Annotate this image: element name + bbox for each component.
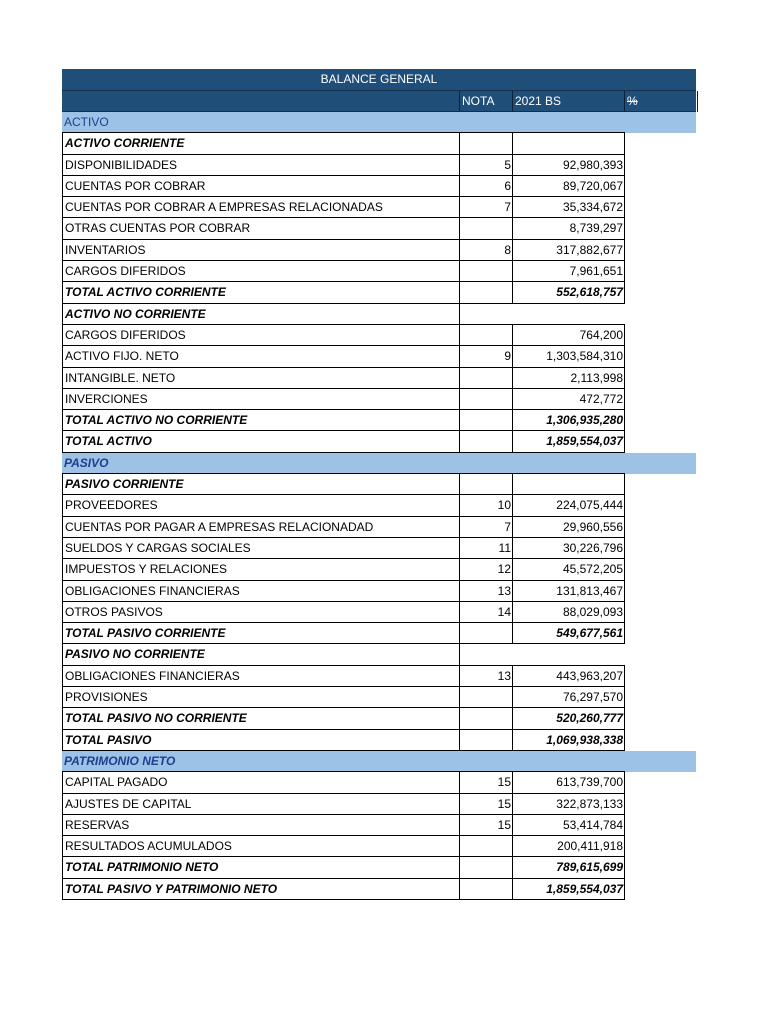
row-amount: 29,960,556 — [512, 516, 625, 538]
row-amount: 89,720,067 — [512, 175, 625, 197]
row-nota — [459, 835, 513, 857]
row-nota — [459, 729, 513, 751]
total-row — [62, 431, 696, 452]
total-row — [62, 623, 696, 644]
row-amount: 549,677,561 — [512, 622, 625, 644]
row-label: TOTAL ACTIVO NO CORRIENTE — [62, 409, 460, 431]
row-nota: 15 — [459, 814, 513, 836]
row-label: OBLIGACIONES FINANCIERAS — [62, 580, 460, 602]
row-amount: 520,260,777 — [512, 707, 625, 729]
row-amount: 613,739,700 — [512, 771, 625, 793]
row-amount: 7,961,651 — [512, 260, 625, 282]
table-title — [62, 69, 696, 90]
row-nota — [459, 473, 513, 495]
row-label: AJUSTES DE CAPITAL — [62, 793, 460, 815]
row-nota: 5 — [459, 154, 513, 176]
row-nota: 7 — [459, 196, 513, 218]
row-label: CUENTAS POR COBRAR A EMPRESAS RELACIONADAS — [62, 196, 460, 218]
row-label: RESERVAS — [62, 814, 460, 836]
row-nota — [459, 132, 513, 154]
row-nota: 12 — [459, 558, 513, 580]
row-label: TOTAL PATRIMONIO NETO — [62, 856, 460, 878]
row-nota: 13 — [459, 665, 513, 687]
row-label: ACTIVO NO CORRIENTE — [62, 303, 460, 325]
row-amount: 1,859,554,037 — [512, 878, 625, 900]
row-label: TOTAL PASIVO NO CORRIENTE — [62, 707, 460, 729]
table-row — [62, 368, 696, 389]
row-label: PROVEEDORES — [62, 494, 460, 516]
row-amount: 1,306,935,280 — [512, 409, 625, 431]
table-row — [62, 836, 696, 857]
row-label: CUENTAS POR PAGAR A EMPRESAS RELACIONADAD — [62, 516, 460, 538]
row-label: OTRAS CUENTAS POR COBRAR — [62, 217, 460, 239]
row-amount: 472,772 — [512, 388, 625, 410]
total-row — [62, 879, 696, 900]
row-nota: 10 — [459, 494, 513, 516]
row-amount: 443,963,207 — [512, 665, 625, 687]
row-amount: 552,618,757 — [512, 281, 625, 303]
row-amount — [512, 132, 625, 154]
row-label: PASIVO — [64, 455, 109, 470]
column-header-percent: % — [624, 91, 698, 112]
row-nota — [459, 260, 513, 282]
row-label: PASIVO CORRIENTE — [62, 473, 460, 495]
row-nota: 7 — [459, 516, 513, 538]
row-amount: 317,882,677 — [512, 239, 625, 261]
row-label: PATRIMONIO NETO — [64, 753, 176, 768]
row-label: CAPITAL PAGADO — [62, 771, 460, 793]
row-nota — [459, 367, 513, 389]
row-nota — [459, 281, 513, 303]
table-body — [62, 112, 696, 900]
row-label: INVENTARIOS — [62, 239, 460, 261]
row-amount: 200,411,918 — [512, 835, 625, 857]
table-row — [62, 218, 696, 239]
section-header-row — [62, 751, 696, 772]
table-row — [62, 602, 696, 623]
row-label: INVERCIONES — [62, 388, 460, 410]
row-nota — [459, 622, 513, 644]
table-row — [62, 559, 696, 580]
row-nota — [459, 324, 513, 346]
row-label: TOTAL PASIVO Y PATRIMONIO NETO — [62, 878, 460, 900]
row-nota: 8 — [459, 239, 513, 261]
row-nota — [459, 707, 513, 729]
row-amount: 88,029,093 — [512, 601, 625, 623]
table-row — [62, 495, 696, 516]
row-label: TOTAL PASIVO CORRIENTE — [62, 622, 460, 644]
row-amount: 8,739,297 — [512, 217, 625, 239]
table-row — [62, 325, 696, 346]
row-amount: 35,334,672 — [512, 196, 625, 218]
row-amount: 764,200 — [512, 324, 625, 346]
row-label: SUELDOS Y CARGAS SOCIALES — [62, 537, 460, 559]
row-nota: 11 — [459, 537, 513, 559]
table-title-text: BALANCE GENERAL — [320, 72, 438, 86]
row-amount: 1,069,938,338 — [512, 729, 625, 751]
total-row — [62, 410, 696, 431]
row-label: TOTAL ACTIVO CORRIENTE — [62, 281, 460, 303]
table-row — [62, 538, 696, 559]
row-amount: 322,873,133 — [512, 793, 625, 815]
table-row — [62, 794, 696, 815]
row-amount: 1,859,554,037 — [512, 430, 625, 452]
row-label: PROVISIONES — [62, 686, 460, 708]
column-header-row — [62, 90, 696, 112]
row-nota — [459, 388, 513, 410]
row-label: TOTAL PASIVO — [62, 729, 460, 751]
row-label: ACTIVO — [64, 115, 109, 129]
row-amount: 53,414,784 — [512, 814, 625, 836]
row-amount: 224,075,444 — [512, 494, 625, 516]
row-label: IMPUESTOS Y RELACIONES — [62, 558, 460, 580]
row-nota — [459, 430, 513, 452]
row-nota: 15 — [459, 793, 513, 815]
column-header-amount: 2021 BS — [512, 91, 625, 112]
total-row — [62, 708, 696, 729]
row-amount — [512, 473, 625, 495]
row-amount: 789,615,699 — [512, 856, 625, 878]
row-label: CARGOS DIFERIDOS — [62, 260, 460, 282]
row-label: PASIVO NO CORRIENTE — [62, 643, 460, 665]
row-nota — [459, 878, 513, 900]
row-nota: 9 — [459, 345, 513, 367]
subsection-header-row — [62, 133, 696, 154]
row-amount: 92,980,393 — [512, 154, 625, 176]
table-row — [62, 687, 696, 708]
subsection-header-row — [62, 474, 696, 495]
table-row — [62, 176, 696, 197]
section-header-row — [62, 453, 696, 474]
section-header-row — [62, 112, 696, 133]
row-nota — [459, 856, 513, 878]
row-nota — [459, 217, 513, 239]
balance-sheet-table — [62, 69, 696, 900]
row-nota: 6 — [459, 175, 513, 197]
table-row — [62, 389, 696, 410]
total-row — [62, 730, 696, 751]
row-nota: 14 — [459, 601, 513, 623]
row-amount: 131,813,467 — [512, 580, 625, 602]
table-row — [62, 772, 696, 793]
row-nota: 15 — [459, 771, 513, 793]
row-amount: 2,113,998 — [512, 367, 625, 389]
table-row — [62, 240, 696, 261]
row-label: OTROS PASIVOS — [62, 601, 460, 623]
row-label: INTANGIBLE. NETO — [62, 367, 460, 389]
subsection-header-row — [62, 644, 696, 665]
total-row — [62, 857, 696, 878]
row-amount: 30,226,796 — [512, 537, 625, 559]
row-nota: 13 — [459, 580, 513, 602]
row-amount: 45,572,205 — [512, 558, 625, 580]
table-row — [62, 197, 696, 218]
table-row — [62, 581, 696, 602]
row-label: ACTIVO CORRIENTE — [62, 132, 460, 154]
total-row — [62, 282, 696, 303]
subsection-header-row — [62, 304, 696, 325]
row-label: CARGOS DIFERIDOS — [62, 324, 460, 346]
row-label: CUENTAS POR COBRAR — [62, 175, 460, 197]
row-nota — [459, 686, 513, 708]
row-label: OBLIGACIONES FINANCIERAS — [62, 665, 460, 687]
table-row — [62, 155, 696, 176]
row-amount: 76,297,570 — [512, 686, 625, 708]
row-label: ACTIVO FIJO. NETO — [62, 345, 460, 367]
column-header-nota: NOTA — [459, 91, 512, 112]
table-row — [62, 346, 696, 367]
row-amount: 1,303,584,310 — [512, 345, 625, 367]
row-label: TOTAL ACTIVO — [62, 430, 460, 452]
row-label: RESULTADOS ACUMULADOS — [62, 835, 460, 857]
row-nota — [459, 409, 513, 431]
row-label: DISPONIBILIDADES — [62, 154, 460, 176]
table-row — [62, 517, 696, 538]
table-row — [62, 666, 696, 687]
table-row — [62, 261, 696, 282]
table-row — [62, 815, 696, 836]
